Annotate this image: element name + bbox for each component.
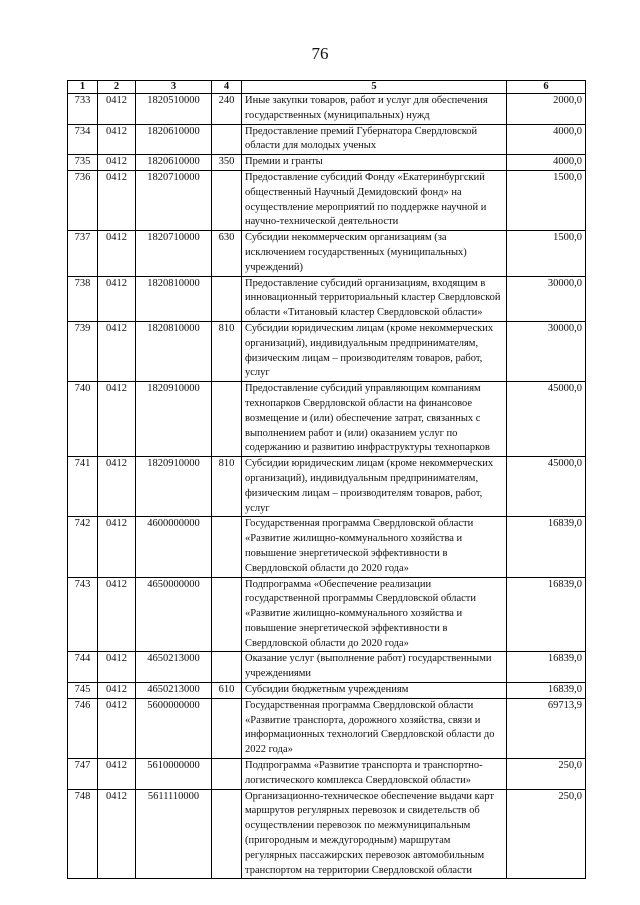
table-row (68, 698, 586, 758)
amount-cell: 16839,0 (507, 517, 586, 577)
expense-type-code-cell (212, 124, 242, 155)
column-header: 5 (242, 81, 507, 94)
target-article-code-cell: 1820810000 (136, 321, 212, 381)
expense-name-cell: Организационно-техническое обеспечение выдачи карт маршрутов регулярных перевозок и свидетельств об осуществлении перевозок по межмуниципальным (пригородным и междугородным) маршрутам регулярных пассажирских перевозок автомобильным транспортом на территории Свердловской области (242, 789, 507, 879)
expense-type-code-cell (212, 759, 242, 790)
row-number-cell: 745 (68, 683, 98, 699)
amount-cell: 2000,0 (507, 94, 586, 125)
section-code-cell: 0412 (98, 517, 136, 577)
row-number-cell: 741 (68, 457, 98, 517)
expense-name-cell: Субсидии юридическим лицам (кроме некоммерческих организаций), индивидуальным предпринимателям, физическим лицам – производителям товаров, работ, услуг (242, 321, 507, 381)
amount-cell: 1500,0 (507, 231, 586, 276)
section-code-cell: 0412 (98, 94, 136, 125)
target-article-code-cell: 1820610000 (136, 124, 212, 155)
target-article-code-cell: 1820910000 (136, 457, 212, 517)
section-code-cell: 0412 (98, 321, 136, 381)
amount-cell: 250,0 (507, 789, 586, 879)
section-code-cell: 0412 (98, 155, 136, 171)
table-row (68, 276, 586, 321)
section-code-cell: 0412 (98, 276, 136, 321)
amount-cell: 16839,0 (507, 652, 586, 683)
table-header-row (68, 81, 586, 94)
expense-type-code-cell: 240 (212, 94, 242, 125)
table-row (68, 170, 586, 230)
target-article-code-cell: 4650213000 (136, 652, 212, 683)
expense-type-code-cell (212, 652, 242, 683)
table-row (68, 517, 586, 577)
expense-type-code-cell: 610 (212, 683, 242, 699)
page-number: 76 (311, 44, 329, 63)
expense-type-code-cell: 810 (212, 457, 242, 517)
section-code-cell: 0412 (98, 683, 136, 699)
row-number-cell: 746 (68, 698, 98, 758)
expense-type-code-cell (212, 698, 242, 758)
table-row (68, 231, 586, 276)
table-row (68, 683, 586, 699)
expense-type-code-cell (212, 382, 242, 457)
row-number-cell: 738 (68, 276, 98, 321)
section-code-cell: 0412 (98, 789, 136, 879)
target-article-code-cell: 1820710000 (136, 231, 212, 276)
target-article-code-cell: 5611110000 (136, 789, 212, 879)
expense-name-cell: Подпрограмма «Развитие транспорта и транспортно-логистического комплекса Свердловской области» (242, 759, 507, 790)
amount-cell: 16839,0 (507, 577, 586, 652)
amount-cell: 4000,0 (507, 124, 586, 155)
row-number-cell: 742 (68, 517, 98, 577)
expense-type-code-cell (212, 789, 242, 879)
target-article-code-cell: 4650213000 (136, 683, 212, 699)
target-article-code-cell: 5600000000 (136, 698, 212, 758)
row-number-cell: 739 (68, 321, 98, 381)
table-row (68, 382, 586, 457)
section-code-cell: 0412 (98, 382, 136, 457)
section-code-cell: 0412 (98, 698, 136, 758)
target-article-code-cell: 1820810000 (136, 276, 212, 321)
column-header: 6 (507, 81, 586, 94)
target-article-code-cell: 1820710000 (136, 170, 212, 230)
target-article-code-cell: 4650000000 (136, 577, 212, 652)
row-number-cell: 748 (68, 789, 98, 879)
expense-name-cell: Подпрограмма «Обеспечение реализации государственной программы Свердловской области «Развитие жилищно-коммунального хозяйства и повышение энергетической эффективности в Свердловской области до 2020 года» (242, 577, 507, 652)
section-code-cell: 0412 (98, 170, 136, 230)
expense-type-code-cell (212, 577, 242, 652)
target-article-code-cell: 5610000000 (136, 759, 212, 790)
section-code-cell: 0412 (98, 652, 136, 683)
expense-name-cell: Оказание услуг (выполнение работ) государственными учреждениями (242, 652, 507, 683)
expense-name-cell: Предоставление премий Губернатора Свердловской области для молодых ученых (242, 124, 507, 155)
row-number-cell: 740 (68, 382, 98, 457)
amount-cell: 4000,0 (507, 155, 586, 171)
amount-cell: 250,0 (507, 759, 586, 790)
expense-type-code-cell (212, 170, 242, 230)
table-row (68, 124, 586, 155)
section-code-cell: 0412 (98, 759, 136, 790)
column-header: 3 (136, 81, 212, 94)
amount-cell: 1500,0 (507, 170, 586, 230)
amount-cell: 30000,0 (507, 321, 586, 381)
row-number-cell: 734 (68, 124, 98, 155)
column-header: 4 (212, 81, 242, 94)
row-number-cell: 736 (68, 170, 98, 230)
column-header: 2 (98, 81, 136, 94)
section-code-cell: 0412 (98, 231, 136, 276)
expense-name-cell: Премии и гранты (242, 155, 507, 171)
target-article-code-cell: 1820610000 (136, 155, 212, 171)
expense-type-code-cell: 350 (212, 155, 242, 171)
row-number-cell: 737 (68, 231, 98, 276)
expense-type-code-cell: 810 (212, 321, 242, 381)
expense-name-cell: Субсидии бюджетным учреждениям (242, 683, 507, 699)
expense-name-cell: Иные закупки товаров, работ и услуг для обеспечения государственных (муниципальных) нужд (242, 94, 507, 125)
table-row (68, 577, 586, 652)
amount-cell: 45000,0 (507, 457, 586, 517)
expense-type-code-cell (212, 276, 242, 321)
expense-name-cell: Предоставление субсидий Фонду «Екатеринбургский общественный Научный Демидовский фонд» на осуществление мероприятий по поддержке научной и научно-технической деятельности (242, 170, 507, 230)
amount-cell: 69713,9 (507, 698, 586, 758)
table-row (68, 789, 586, 879)
amount-cell: 45000,0 (507, 382, 586, 457)
section-code-cell: 0412 (98, 577, 136, 652)
row-number-cell: 733 (68, 94, 98, 125)
column-header: 1 (68, 81, 98, 94)
section-code-cell: 0412 (98, 457, 136, 517)
target-article-code-cell: 4600000000 (136, 517, 212, 577)
row-number-cell: 735 (68, 155, 98, 171)
section-code-cell: 0412 (98, 124, 136, 155)
target-article-code-cell: 1820510000 (136, 94, 212, 125)
table-row (68, 457, 586, 517)
expense-type-code-cell: 630 (212, 231, 242, 276)
row-number-cell: 743 (68, 577, 98, 652)
expense-name-cell: Государственная программа Свердловской области «Развитие транспорта, дорожного хозяйства, связи и информационных технологий Свердловской области до 2022 года» (242, 698, 507, 758)
expense-name-cell: Субсидии юридическим лицам (кроме некоммерческих организаций), индивидуальным предпринимателям, физическим лицам – производителям товаров, работ, услуг (242, 457, 507, 517)
expense-name-cell: Предоставление субсидий управляющим компаниям технопарков Свердловской области на финансовое возмещение и (или) обеспечение затрат, связанных с выполнением работ и (или) оказанием услуг по содержанию и развитию инфраструктуры технопарков (242, 382, 507, 457)
target-article-code-cell: 1820910000 (136, 382, 212, 457)
expense-name-cell: Государственная программа Свердловской области «Развитие жилищно-коммунального хозяйства и повышение энергетической эффективности в Свердловской области до 2020 года» (242, 517, 507, 577)
row-number-cell: 744 (68, 652, 98, 683)
budget-table (67, 80, 586, 879)
table-row (68, 321, 586, 381)
expense-type-code-cell (212, 517, 242, 577)
expense-name-cell: Субсидии некоммерческим организациям (за исключением государственных (муниципальных) учреждений) (242, 231, 507, 276)
expense-name-cell: Предоставление субсидий организациям, входящим в инновационный территориальный кластер Свердловской области «Титановый кластер Свердловской области» (242, 276, 507, 321)
amount-cell: 16839,0 (507, 683, 586, 699)
row-number-cell: 747 (68, 759, 98, 790)
table-row (68, 759, 586, 790)
table-row (68, 652, 586, 683)
table-row (68, 155, 586, 171)
amount-cell: 30000,0 (507, 276, 586, 321)
table-row (68, 94, 586, 125)
